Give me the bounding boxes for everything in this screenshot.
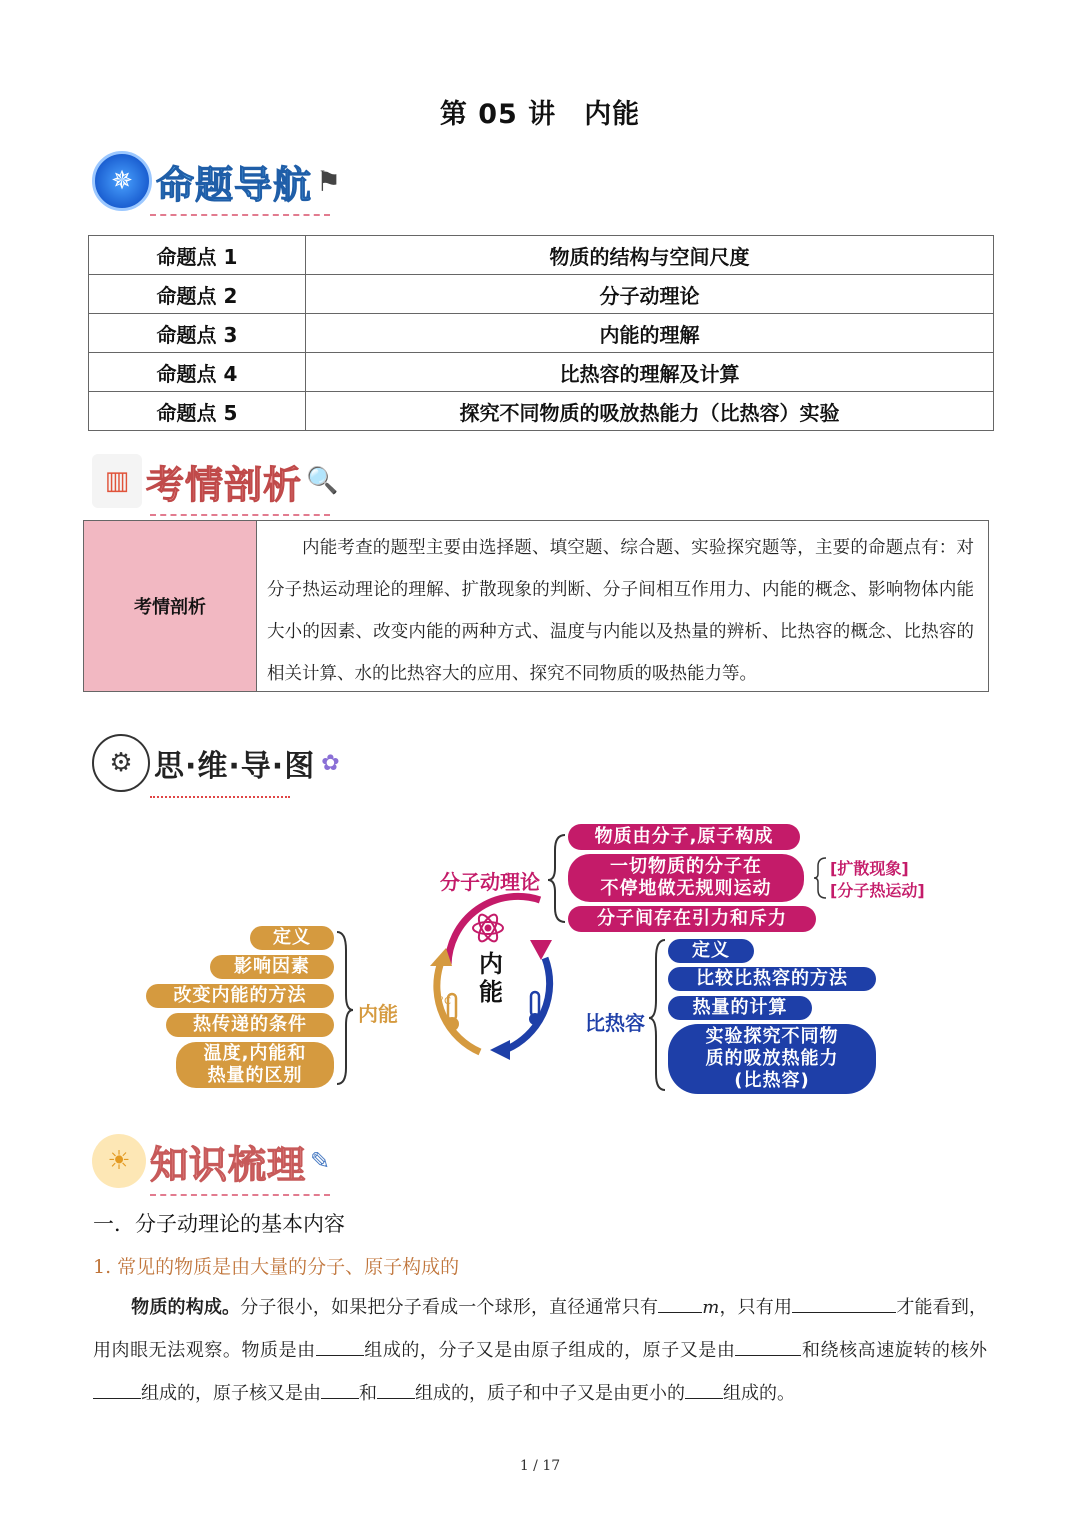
analysis-label: 考情剖析 [84,521,257,691]
para-text: 才能看到，用肉眼无法观察。物质是由 [93,1297,988,1361]
heat-brace [649,940,665,1090]
para-text: 和 [359,1383,377,1404]
fill-blank[interactable] [792,1294,896,1313]
heat-item: 定义 [668,939,754,963]
dashboard-icon: ▥ [92,454,142,508]
subsection-heading: 1. 常见的物质是由大量的分子、原子构成的 [93,1256,460,1278]
fill-blank[interactable] [735,1337,801,1356]
heat-arrow [490,1040,510,1060]
sub-item-text: 扩散现象 [837,859,902,878]
topic-label: 命题点 5 [89,392,306,431]
heat-item [668,1024,876,1094]
compass-icon: ✵ [92,151,152,211]
fill-blank[interactable] [658,1294,702,1313]
banner-knowledge [92,1130,330,1192]
fill-blank[interactable] [321,1380,359,1399]
internal-item: 定义 [250,926,334,950]
topic-label: 命题点 4 [89,353,306,392]
internal-item: 改变内能的方法 [146,984,334,1008]
page-number: 1 / 17 [519,1458,561,1474]
lecture-number: 第 05 讲 [439,99,557,130]
banner-mindmap-text: 思·维·导·图 [154,749,316,784]
heat-item-line: 质的吸放热能力 [705,1048,839,1069]
topic-label: 命题点 3 [89,314,306,353]
notebook-icon: ✎ [310,1147,331,1175]
heat-item-line: 实验探究不同物 [705,1026,839,1047]
banner-knowledge-text: 知识梳理 [150,1142,307,1187]
heat-item-line: (比热容) [734,1070,810,1091]
internal-item [176,1042,334,1088]
fill-blank[interactable] [377,1380,415,1399]
kinetic-item: 物质由分子,原子构成 [568,824,800,850]
sub-item-text: 分子热运动 [837,881,918,900]
para-text: 组成的，质子和中子又是由更小的 [415,1383,685,1404]
knowledge-paragraph [93,1286,987,1415]
unit-text: m [702,1297,720,1318]
topic-label: 命题点 2 [89,275,306,314]
kinetic-item-line: 一切物质的分子在 [610,856,762,877]
center-top: 内 [479,950,503,978]
para-text: 分子很小，如果把分子看成一个球形，直径通常只有 [240,1297,659,1318]
internal-item: 热传递的条件 [166,1013,334,1037]
para-text: 组成的，分子又是由原子组成的，原子又是由 [363,1340,736,1361]
banner-analysis-text: 考情剖析 [146,462,303,507]
topic-name: 探究不同物质的吸放热能力（比热容）实验 [306,392,994,431]
internal-item-line: 热量的区别 [207,1065,303,1086]
para-text: 组成的。 [723,1383,795,1404]
para-text: 和绕核高速旋转的核外 [801,1340,988,1361]
heat-label: 比热容 [585,1011,645,1035]
internal-item-line: 温度,内能和 [203,1043,307,1064]
topic-name: 分子动理论 [306,275,994,314]
internal-label: 内能 [358,1002,398,1026]
internal-item: 影响因素 [210,955,334,979]
analysis-text: 内能考查的题型主要由选择题、填空题、综合题、实验探究题等，主要的命题点有：对分子热运动理论的理解、扩散现象的判断、分子间相互作用力、内能的概念、影响物体内能大小的因素、改变内能的两种方式、温度与内能以及热量的辨析、比热容的概念、比热容的相关计算、水的比热容大的应用、探究不同物质的吸热能力等。 [267,538,974,684]
para-text: ，只有用 [719,1297,793,1318]
para-text: 组成的，原子核又是由 [141,1383,321,1404]
lightbulb-icon: ☀ [92,1134,146,1188]
internal-brace [337,932,353,1084]
fill-blank[interactable] [93,1380,141,1399]
center-bottom: 能 [479,978,503,1006]
sub-item: [扩散现象] [830,859,909,878]
internal-arc [437,965,480,1052]
kinetic-item [568,854,804,902]
sub-item: [分子热运动] [830,881,925,900]
fill-blank[interactable] [316,1337,364,1356]
lecture-topic: 内能 [584,99,641,130]
fill-blank[interactable] [685,1380,723,1399]
brain-gear-icon: ⚙ [92,734,150,792]
section-heading: 一．分子动理论的基本内容 [93,1212,345,1236]
topic-name: 物质的结构与空间尺度 [306,236,994,275]
banner-nav-text: 命题导航 [156,162,313,207]
center-label [476,950,506,1006]
heat-item: 热量的计算 [668,996,812,1020]
sub-brace [814,858,826,898]
para-lead: 物质的构成。 [131,1297,241,1318]
celsius-symbol: °C [439,996,451,1007]
atom-icon [473,912,503,944]
topic-name: 比热容的理解及计算 [306,353,994,392]
kinetic-item-line: 不停地做无规则运动 [600,878,772,899]
kinetic-brace [548,835,565,922]
heat-item: 比较比热容的方法 [668,967,876,991]
idea-icon: ✿ [321,750,340,776]
kinetic-arrow [530,940,552,960]
heat-arc [505,958,550,1050]
topic-name: 内能的理解 [306,314,994,353]
kinetic-label: 分子动理论 [440,870,540,894]
thermometer-icon [529,992,541,1025]
kinetic-item: 分子间存在引力和斥力 [568,906,816,932]
signpost-icon: ⚑ [316,164,342,198]
topic-label: 命题点 1 [89,236,306,275]
magnifier-chart-icon: 🔍 [306,466,339,496]
banner-underline [150,1194,330,1196]
